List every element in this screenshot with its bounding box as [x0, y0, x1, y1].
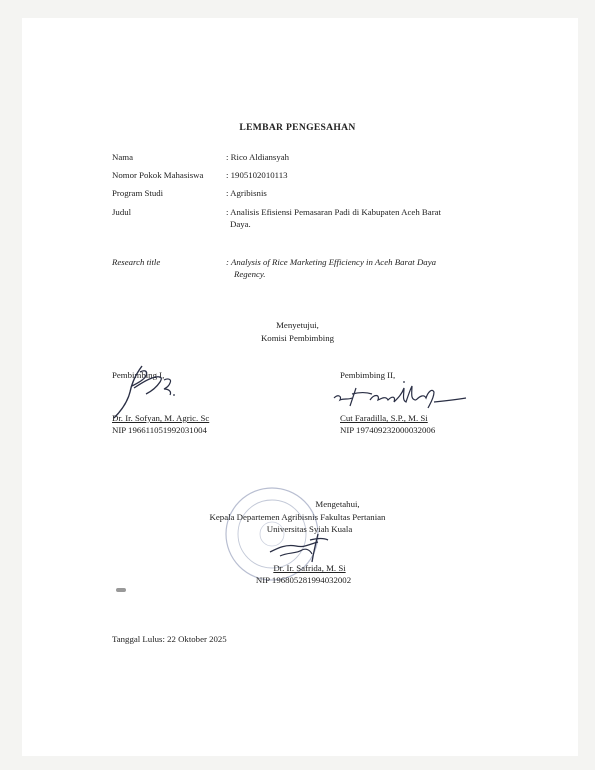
field-label-research-title: Research title [112, 257, 161, 267]
supervisor2-signature [330, 380, 470, 410]
approval-line-1: Menyetujui, [276, 320, 319, 330]
field-value-research-title-cont: Regency. [234, 269, 266, 279]
supervisor2-nip: NIP 197409232000032006 [340, 425, 436, 435]
field-label-program-studi: Program Studi [112, 188, 164, 198]
approval-line-2: Komisi Pembimbing [260, 333, 335, 343]
graduation-date: Tanggal Lulus: 22 Oktober 2025 [112, 634, 227, 644]
field-value-judul: : Analisis Efisiensi Pemasaran Padi di Kabupaten Aceh Barat [226, 207, 441, 217]
head-nip: NIP 196805281994032002 [255, 575, 352, 585]
supervisor2-name: Cut Faradilla, S.P., M. Si [340, 413, 428, 423]
field-label-judul: Judul [112, 207, 132, 217]
field-value-research-title: : Analysis of Rice Marketing Efficiency in Aceh Barat Daya [226, 257, 437, 267]
field-value-program-studi: : Agribisnis [226, 188, 267, 198]
supervisor1-name: Dr. Ir. Sofyan, M. Agric. Sc [112, 413, 210, 423]
field-value-nama: : Rico Aldiansyah [226, 152, 290, 162]
field-label-npm: Nomor Pokok Mahasiswa [112, 170, 204, 180]
head-name: Dr. Ir. Safrida, M. Si [273, 563, 346, 573]
document-title: LEMBAR PENGESAHAN [239, 122, 356, 133]
supervisor1-role: Pembimbing I, [112, 370, 165, 380]
ink-smudge [116, 588, 126, 592]
acknowledgement-line-3: Universitas Syiah Kuala [266, 524, 353, 534]
acknowledgement-line-2: Kepala Departemen Agribisnis Fakultas Pertanian [209, 512, 386, 522]
supervisor1-nip: NIP 196611051992031004 [112, 425, 207, 435]
head-signature [266, 532, 336, 566]
acknowledgement-line-1: Mengetahui, [315, 499, 360, 509]
field-value-npm: : 1905102010113 [226, 170, 288, 180]
field-label-nama: Nama [112, 152, 134, 162]
field-value-judul-cont: Daya. [230, 219, 251, 229]
supervisor2-role: Pembimbing II, [340, 370, 396, 380]
